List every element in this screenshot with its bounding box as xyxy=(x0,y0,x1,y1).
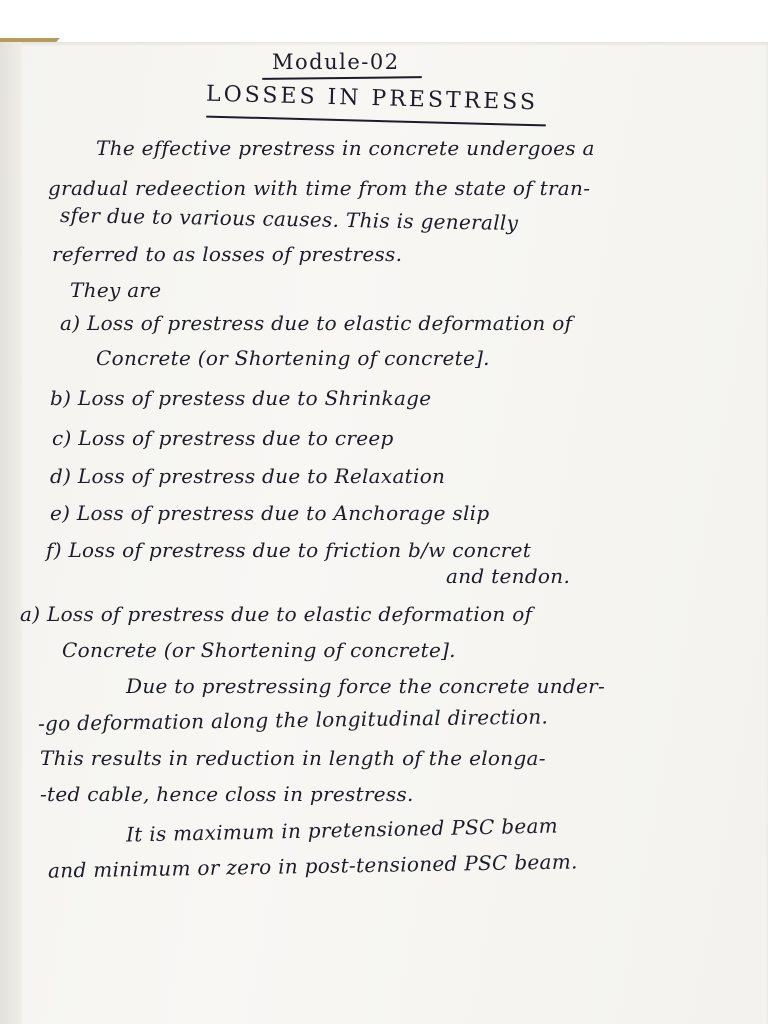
section-a-heading: a) Loss of prestress due to elastic deformation of xyxy=(20,602,533,626)
list-item-a-continued: Concrete (or Shortening of concrete]. xyxy=(96,346,490,370)
section-a-heading-continued: Concrete (or Shortening of concrete]. xyxy=(62,638,456,662)
list-item-f: f) Loss of prestress due to friction b/w concret xyxy=(46,538,532,562)
list-item-b: b) Loss of prestess due to Shrinkage xyxy=(50,386,432,410)
list-item-f-continued: and tendon. xyxy=(446,564,571,588)
module-title: Module-02 xyxy=(272,50,400,74)
intro-line-3: sfer due to various causes. This is generally xyxy=(59,203,519,235)
closing-line-2: and minimum or zero in post-tensioned PSC beam. xyxy=(47,849,578,883)
intro-line-4: referred to as losses of prestress. xyxy=(52,242,403,266)
list-item-e: e) Loss of prestress due to Anchorage slip xyxy=(50,501,490,525)
closing-line-1: It is maximum in pretensioned PSC beam xyxy=(125,813,559,847)
intro-line-1: The effective prestress in concrete undergoes a xyxy=(96,136,595,160)
body-line-4: -ted cable, hence closs in prestress. xyxy=(40,782,414,806)
list-item-c: c) Loss of prestress due to creep xyxy=(52,426,394,450)
body-line-3: This results in reduction in length of the elonga- xyxy=(40,746,546,770)
page-heading: LOSSES IN PRESTRESS xyxy=(205,81,539,116)
body-line-1: Due to prestressing force the concrete under- xyxy=(126,674,606,698)
list-item-a: a) Loss of prestress due to elastic deformation of xyxy=(60,311,573,335)
body-line-2: -go deformation along the longitudinal direction. xyxy=(37,704,549,736)
they-are-label: They are xyxy=(70,278,162,302)
intro-line-2: gradual redeection with time from the state of tran- xyxy=(48,176,591,200)
page-binding-edge xyxy=(0,42,22,1024)
background-strip xyxy=(0,0,768,42)
list-item-d: d) Loss of prestress due to Relaxation xyxy=(50,464,446,488)
